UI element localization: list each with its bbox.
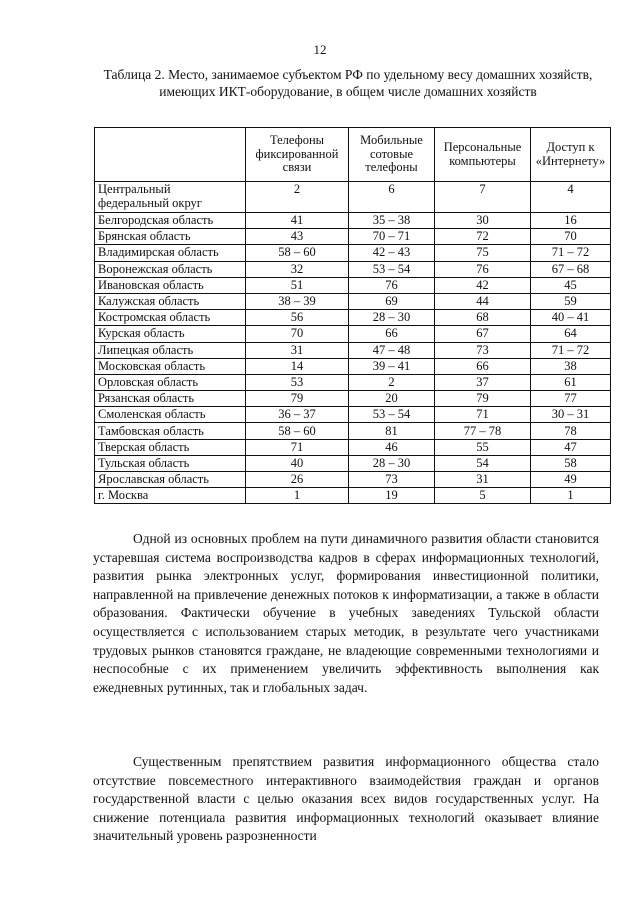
region-name-cell: Ивановская область (95, 277, 246, 293)
rank-cell: 6 (349, 182, 435, 213)
rank-cell: 58 (531, 455, 611, 471)
rank-cell: 41 (246, 213, 349, 229)
table-row (95, 439, 611, 455)
rank-cell: 72 (435, 229, 531, 245)
rank-cell: 76 (349, 277, 435, 293)
region-name-cell: Липецкая область (95, 342, 246, 358)
rank-cell: 76 (435, 261, 531, 277)
table-row (95, 423, 611, 439)
rank-cell: 7 (435, 182, 531, 213)
rank-cell: 4 (531, 182, 611, 213)
rank-cell: 45 (531, 277, 611, 293)
region-name-cell: Ярославская область (95, 472, 246, 488)
rank-cell: 71 (435, 407, 531, 423)
region-name-cell: г. Москва (95, 488, 246, 504)
header-personal-computers: Персональные компьютеры (435, 128, 531, 182)
rank-cell: 73 (349, 472, 435, 488)
table-row (95, 407, 611, 423)
table-row (95, 213, 611, 229)
rank-cell: 42 (435, 277, 531, 293)
table-row (95, 182, 611, 213)
rank-cell: 1 (531, 488, 611, 504)
table-row (95, 488, 611, 504)
region-name-cell: Центральный федеральный округ (95, 182, 246, 213)
rank-cell: 71 – 72 (531, 245, 611, 261)
region-name-cell: Брянская область (95, 229, 246, 245)
table-row (95, 455, 611, 471)
rank-cell: 58 – 60 (246, 245, 349, 261)
rank-cell: 28 – 30 (349, 310, 435, 326)
rank-cell: 59 (531, 293, 611, 309)
rank-cell: 61 (531, 374, 611, 390)
region-name-cell: Рязанская область (95, 391, 246, 407)
rank-cell: 47 – 48 (349, 342, 435, 358)
table-row (95, 342, 611, 358)
rank-cell: 73 (435, 342, 531, 358)
rank-cell: 70 (531, 229, 611, 245)
rank-cell: 43 (246, 229, 349, 245)
rank-cell: 19 (349, 488, 435, 504)
rank-cell: 71 (246, 439, 349, 455)
table-row (95, 229, 611, 245)
region-name-cell: Тульская область (95, 455, 246, 471)
rank-cell: 53 – 54 (349, 407, 435, 423)
region-name-cell: Владимирская область (95, 245, 246, 261)
header-fixed-phones: Телефоны фиксированной связи (246, 128, 349, 182)
table-row (95, 391, 611, 407)
region-name-cell: Тамбовская область (95, 423, 246, 439)
rank-cell: 35 – 38 (349, 213, 435, 229)
rank-cell: 66 (435, 358, 531, 374)
paragraph-2: Существенным препятствием развития информационного общества стало отсутствие повсеместного интерактивного взаимодействия граждан и органов государственной власти с целью оказания всех видов государственных услуг. На снижение потенциала развития информационных технологий оказывает влияние значительный уровень разрозненности (93, 754, 599, 844)
rank-cell: 5 (435, 488, 531, 504)
table-caption: Таблица 2. Место, занимаемое субъектом РФ по удельному весу домашних хозяйств, имеющих ИКТ-оборудование, в общем числе домашних хозяйств (103, 67, 593, 99)
rank-cell: 26 (246, 472, 349, 488)
rank-cell: 67 – 68 (531, 261, 611, 277)
rank-cell: 2 (349, 374, 435, 390)
rank-cell: 66 (349, 326, 435, 342)
rank-cell: 30 (435, 213, 531, 229)
region-name-cell: Московская область (95, 358, 246, 374)
rank-cell: 39 – 41 (349, 358, 435, 374)
table-header-row (95, 128, 611, 182)
region-name-cell: Белгородская область (95, 213, 246, 229)
rank-cell: 47 (531, 439, 611, 455)
region-name-cell: Смоленская область (95, 407, 246, 423)
ict-ranking-table (94, 127, 611, 504)
rank-cell: 1 (246, 488, 349, 504)
rank-cell: 36 – 37 (246, 407, 349, 423)
rank-cell: 70 – 71 (349, 229, 435, 245)
header-internet-access: Доступ к «Интернету» (531, 128, 611, 182)
rank-cell: 49 (531, 472, 611, 488)
rank-cell: 79 (246, 391, 349, 407)
region-name-cell: Курская область (95, 326, 246, 342)
rank-cell: 31 (435, 472, 531, 488)
rank-cell: 81 (349, 423, 435, 439)
rank-cell: 30 – 31 (531, 407, 611, 423)
rank-cell: 42 – 43 (349, 245, 435, 261)
rank-cell: 54 (435, 455, 531, 471)
rank-cell: 38 (531, 358, 611, 374)
rank-cell: 79 (435, 391, 531, 407)
rank-cell: 67 (435, 326, 531, 342)
page-number: 12 (313, 42, 327, 57)
rank-cell: 68 (435, 310, 531, 326)
table-row (95, 293, 611, 309)
table-row (95, 310, 611, 326)
rank-cell: 51 (246, 277, 349, 293)
rank-cell: 77 – 78 (435, 423, 531, 439)
rank-cell: 16 (531, 213, 611, 229)
rank-cell: 77 (531, 391, 611, 407)
table-row (95, 277, 611, 293)
rank-cell: 53 (246, 374, 349, 390)
rank-cell: 32 (246, 261, 349, 277)
rank-cell: 31 (246, 342, 349, 358)
rank-cell: 28 – 30 (349, 455, 435, 471)
rank-cell: 58 – 60 (246, 423, 349, 439)
rank-cell: 71 – 72 (531, 342, 611, 358)
rank-cell: 78 (531, 423, 611, 439)
header-region (95, 128, 246, 182)
rank-cell: 64 (531, 326, 611, 342)
rank-cell: 56 (246, 310, 349, 326)
rank-cell: 40 (246, 455, 349, 471)
region-name-cell: Тверская область (95, 439, 246, 455)
rank-cell: 46 (349, 439, 435, 455)
rank-cell: 75 (435, 245, 531, 261)
rank-cell: 53 – 54 (349, 261, 435, 277)
rank-cell: 44 (435, 293, 531, 309)
rank-cell: 40 – 41 (531, 310, 611, 326)
table-row (95, 358, 611, 374)
table-row (95, 261, 611, 277)
rank-cell: 69 (349, 293, 435, 309)
region-name-cell: Костромская область (95, 310, 246, 326)
rank-cell: 70 (246, 326, 349, 342)
rank-cell: 14 (246, 358, 349, 374)
table-row (95, 245, 611, 261)
rank-cell: 38 – 39 (246, 293, 349, 309)
header-mobile-phones: Мобильные сотовые телефоны (349, 128, 435, 182)
rank-cell: 37 (435, 374, 531, 390)
table-row (95, 374, 611, 390)
region-name-cell: Орловская область (95, 374, 246, 390)
rank-cell: 55 (435, 439, 531, 455)
table-row (95, 472, 611, 488)
rank-cell: 20 (349, 391, 435, 407)
region-name-cell: Воронежская область (95, 261, 246, 277)
table-row (95, 326, 611, 342)
paragraph-1: Одной из основных проблем на пути динамичного развития области становится устаревшая система воспроизводства кадров в сферах информационных технологий, развития рынка электронных услуг, формирования инвестиционной политики, направленной на привлечение денежных потоков к информатизации, а также в области образования. Фактически обучение в учебных заведениях Тульской области осуществляется с использованием старых методик, в результате чего участниками трудовых рынков становятся граждане, не владеющие современными технологиями и неспособные с их применением увеличить эффективность выполнения как ежедневных рутинных, так и глобальных задач. (93, 531, 599, 695)
rank-cell: 2 (246, 182, 349, 213)
region-name-cell: Калужская область (95, 293, 246, 309)
